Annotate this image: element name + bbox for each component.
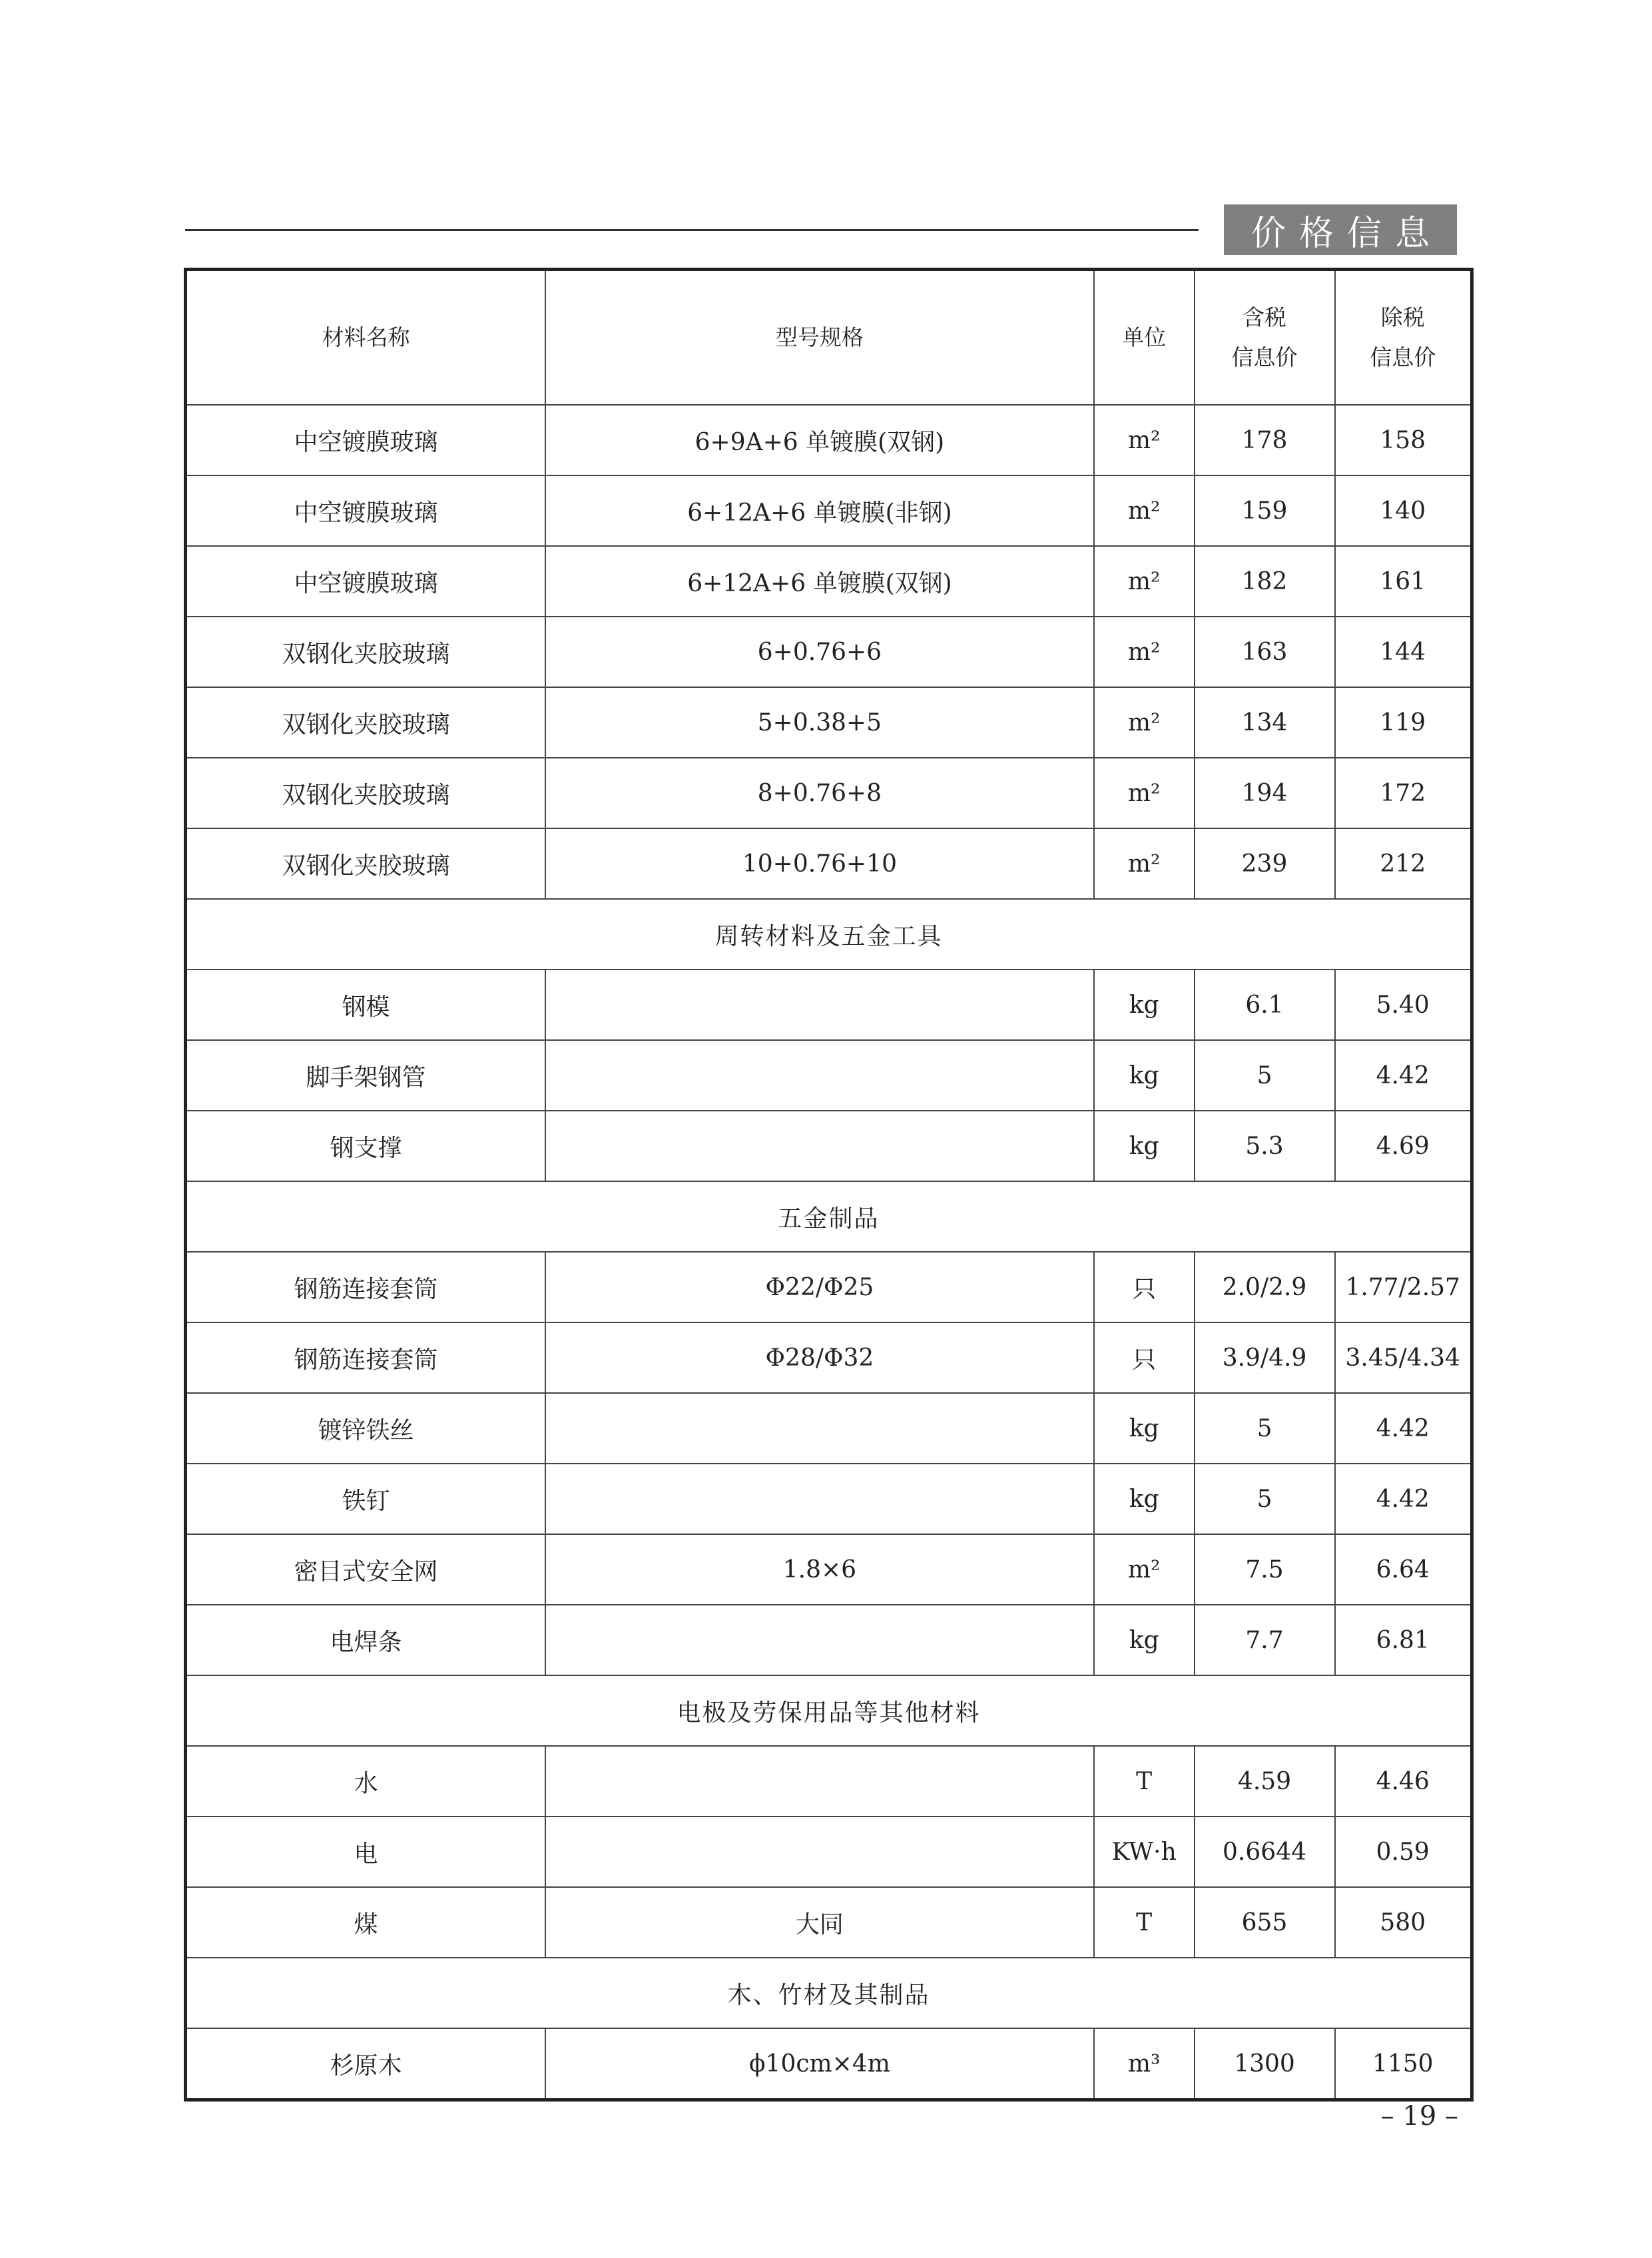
table-row (186, 758, 1472, 828)
material-name-cell: 双钢化夹胶玻璃 (186, 758, 546, 828)
material-name-cell: 密目式安全网 (186, 1534, 546, 1605)
spec-cell (545, 1040, 1094, 1111)
category-row (186, 899, 1472, 970)
tax-price-cell: 2.0/2.9 (1195, 1252, 1335, 1322)
unit-cell: m² (1094, 475, 1195, 546)
tax-price-cell: 0.6644 (1195, 1817, 1335, 1887)
material-name-cell: 脚手架钢管 (186, 1040, 546, 1111)
material-name-cell: 铁钉 (186, 1464, 546, 1534)
category-label: 周转材料及五金工具 (186, 899, 1472, 970)
page-number: – 19 – (1380, 2101, 1458, 2131)
material-name-cell: 中空镀膜玻璃 (186, 546, 546, 617)
ex-tax-price-cell: 161 (1335, 546, 1472, 617)
tax-price-cell: 159 (1195, 475, 1335, 546)
tax-price-cell: 1300 (1195, 2028, 1335, 2100)
spec-cell: 6+0.76+6 (545, 617, 1094, 687)
spec-cell: Φ22/Φ25 (545, 1252, 1094, 1322)
table-row (186, 1746, 1472, 1817)
ex-tax-price-cell: 172 (1335, 758, 1472, 828)
column-header-ex-tax-price-line2: 信息价 (1370, 344, 1436, 370)
material-name-cell: 镀锌铁丝 (186, 1393, 546, 1464)
table-header-row (186, 270, 1472, 406)
unit-cell: m² (1094, 1534, 1195, 1605)
ex-tax-price-cell: 144 (1335, 617, 1472, 687)
material-name-cell: 钢支撑 (186, 1111, 546, 1181)
tax-price-cell: 4.59 (1195, 1746, 1335, 1817)
unit-cell: m² (1094, 758, 1195, 828)
unit-cell: m² (1094, 617, 1195, 687)
table-row (186, 1534, 1472, 1605)
table-row (186, 1322, 1472, 1393)
table-row (186, 1817, 1472, 1887)
tax-price-cell: 3.9/4.9 (1195, 1322, 1335, 1393)
header-rule (185, 229, 1199, 231)
tax-price-cell: 7.5 (1195, 1534, 1335, 1605)
unit-cell: m³ (1094, 2028, 1195, 2100)
tax-price-cell: 5 (1195, 1393, 1335, 1464)
column-header-tax-price-line2: 信息价 (1231, 344, 1298, 370)
column-header-ex-tax-price-line1: 除税 (1380, 304, 1425, 330)
tax-price-cell: 5.3 (1195, 1111, 1335, 1181)
material-name-cell: 水 (186, 1746, 546, 1817)
spec-cell: 6+12A+6 单镀膜(双钢) (545, 546, 1094, 617)
ex-tax-price-cell: 4.46 (1335, 1746, 1472, 1817)
spec-cell (545, 970, 1094, 1040)
tax-price-cell: 5 (1195, 1040, 1335, 1111)
category-row (186, 1181, 1472, 1252)
spec-cell (545, 1817, 1094, 1887)
spec-cell: 6+12A+6 单镀膜(非钢) (545, 475, 1094, 546)
material-name-cell: 电焊条 (186, 1605, 546, 1675)
material-name-cell: 中空镀膜玻璃 (186, 405, 546, 475)
category-label: 木、竹材及其制品 (186, 1958, 1472, 2028)
spec-cell: 1.8×6 (545, 1534, 1094, 1605)
unit-cell: 只 (1094, 1322, 1195, 1393)
ex-tax-price-cell: 4.42 (1335, 1040, 1472, 1111)
tax-price-cell: 178 (1195, 405, 1335, 475)
tax-price-cell: 239 (1195, 828, 1335, 899)
ex-tax-price-cell: 158 (1335, 405, 1472, 475)
tax-price-cell: 655 (1195, 1887, 1335, 1958)
column-header-spec: 型号规格 (545, 270, 1094, 406)
unit-cell: T (1094, 1887, 1195, 1958)
unit-cell: kg (1094, 970, 1195, 1040)
table-row (186, 1605, 1472, 1675)
ex-tax-price-cell: 6.64 (1335, 1534, 1472, 1605)
material-name-cell: 双钢化夹胶玻璃 (186, 687, 546, 758)
tax-price-cell: 194 (1195, 758, 1335, 828)
unit-cell: m² (1094, 405, 1195, 475)
category-label: 电极及劳保用品等其他材料 (186, 1675, 1472, 1746)
material-name-cell: 电 (186, 1817, 546, 1887)
spec-cell (545, 1464, 1094, 1534)
unit-cell: KW·h (1094, 1817, 1195, 1887)
material-name-cell: 双钢化夹胶玻璃 (186, 828, 546, 899)
tax-price-cell: 182 (1195, 546, 1335, 617)
table-row (186, 1111, 1472, 1181)
material-name-cell: 钢模 (186, 970, 546, 1040)
unit-cell: m² (1094, 687, 1195, 758)
category-row (186, 1958, 1472, 2028)
unit-cell: m² (1094, 546, 1195, 617)
spec-cell (545, 1746, 1094, 1817)
material-name-cell: 中空镀膜玻璃 (186, 475, 546, 546)
tax-price-cell: 7.7 (1195, 1605, 1335, 1675)
spec-cell (545, 1111, 1094, 1181)
spec-cell (545, 1605, 1094, 1675)
table-row (186, 1252, 1472, 1322)
ex-tax-price-cell: 5.40 (1335, 970, 1472, 1040)
ex-tax-price-cell: 4.69 (1335, 1111, 1472, 1181)
unit-cell: kg (1094, 1605, 1195, 1675)
column-header-tax-price (1195, 270, 1335, 406)
table-row (186, 1464, 1472, 1534)
spec-cell: 10+0.76+10 (545, 828, 1094, 899)
unit-cell: kg (1094, 1040, 1195, 1111)
table-row (186, 1887, 1472, 1958)
table-row (186, 970, 1472, 1040)
table-body (186, 405, 1472, 2100)
ex-tax-price-cell: 4.42 (1335, 1464, 1472, 1534)
ex-tax-price-cell: 140 (1335, 475, 1472, 546)
category-label: 五金制品 (186, 1181, 1472, 1252)
unit-cell: 只 (1094, 1252, 1195, 1322)
column-header-unit: 单位 (1094, 270, 1195, 406)
tax-price-cell: 134 (1195, 687, 1335, 758)
ex-tax-price-cell: 1.77/2.57 (1335, 1252, 1472, 1322)
table-row (186, 1040, 1472, 1111)
table-row (186, 546, 1472, 617)
material-name-cell: 钢筋连接套筒 (186, 1252, 546, 1322)
tax-price-cell: 163 (1195, 617, 1335, 687)
unit-cell: m² (1094, 828, 1195, 899)
tax-price-cell: 5 (1195, 1464, 1335, 1534)
table-row (186, 405, 1472, 475)
table-row (186, 687, 1472, 758)
table-row (186, 828, 1472, 899)
material-name-cell: 煤 (186, 1887, 546, 1958)
spec-cell: 8+0.76+8 (545, 758, 1094, 828)
ex-tax-price-cell: 0.59 (1335, 1817, 1472, 1887)
material-name-cell: 杉原木 (186, 2028, 546, 2100)
ex-tax-price-cell: 3.45/4.34 (1335, 1322, 1472, 1393)
spec-cell: 6+9A+6 单镀膜(双钢) (545, 405, 1094, 475)
column-header-name: 材料名称 (186, 270, 546, 406)
unit-cell: kg (1094, 1393, 1195, 1464)
unit-cell: kg (1094, 1464, 1195, 1534)
ex-tax-price-cell: 4.42 (1335, 1393, 1472, 1464)
category-row (186, 1675, 1472, 1746)
ex-tax-price-cell: 212 (1335, 828, 1472, 899)
spec-cell: 大同 (545, 1887, 1094, 1958)
ex-tax-price-cell: 580 (1335, 1887, 1472, 1958)
ex-tax-price-cell: 6.81 (1335, 1605, 1472, 1675)
spec-cell: 5+0.38+5 (545, 687, 1094, 758)
table-row (186, 617, 1472, 687)
section-title: 价格信息 (1224, 204, 1457, 255)
table-row (186, 475, 1472, 546)
table-row (186, 1393, 1472, 1464)
table-row (186, 2028, 1472, 2100)
ex-tax-price-cell: 1150 (1335, 2028, 1472, 2100)
spec-cell: Φ28/Φ32 (545, 1322, 1094, 1393)
unit-cell: kg (1094, 1111, 1195, 1181)
ex-tax-price-cell: 119 (1335, 687, 1472, 758)
tax-price-cell: 6.1 (1195, 970, 1335, 1040)
price-table (184, 268, 1474, 2102)
spec-cell (545, 1393, 1094, 1464)
unit-cell: T (1094, 1746, 1195, 1817)
material-name-cell: 钢筋连接套筒 (186, 1322, 546, 1393)
column-header-tax-price-line1: 含税 (1242, 304, 1287, 330)
column-header-ex-tax-price (1335, 270, 1472, 406)
spec-cell: ϕ10cm×4m (545, 2028, 1094, 2100)
material-name-cell: 双钢化夹胶玻璃 (186, 617, 546, 687)
